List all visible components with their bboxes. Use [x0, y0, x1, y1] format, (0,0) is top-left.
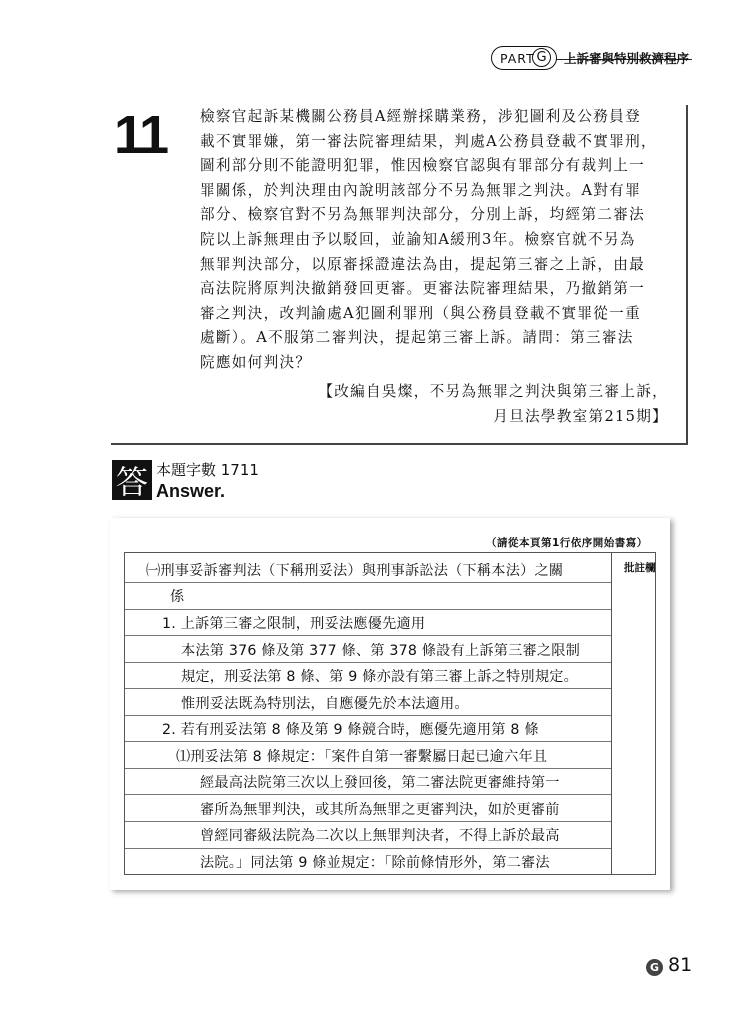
answer-line: 曾經同審級法院為二次以上無罪判決者，不得上訴於最高 [200, 828, 560, 844]
answer-line: 惟刑妥法既為特別法，自應優先於本法適用。 [181, 696, 469, 712]
grid-line [125, 794, 611, 795]
part-label: PART [500, 50, 535, 66]
word-count: 本題字數 1711 [156, 461, 259, 479]
question-frame-right [686, 105, 688, 445]
question-source [318, 379, 668, 429]
question-number: 11 [114, 105, 168, 165]
question-line: 無罪判決部分，以原審採證違法為由，提起第三審之上訴，由最 [200, 255, 646, 273]
chapter-title: 上訴審與特別救濟程序 [564, 51, 690, 66]
answer-mark: 答 [112, 460, 152, 500]
part-letter: G [532, 48, 551, 67]
page-part-badge: G [646, 959, 663, 976]
grid-line [125, 715, 611, 716]
grid-line [125, 848, 611, 849]
grid-line [125, 635, 611, 636]
answer-line: 經最高法院第三次以上發回後，第二審法院更審維持第一 [200, 775, 560, 791]
grid-line [125, 662, 611, 663]
question-line: 院應如何判決？ [200, 353, 312, 371]
grid-line [125, 821, 611, 822]
answer-title: Answer. [156, 481, 226, 501]
answer-line: 係 [170, 589, 185, 605]
note-column-divider [611, 553, 612, 874]
question-line: 部分、檢察官對不另為無罪判決部分，分別上訴，均經第二審法 [200, 206, 646, 224]
sheet-hint: （請從本頁第1行依序開始書寫） [486, 537, 648, 549]
grid-line [125, 768, 611, 769]
source-line: 【改編自吳燦，不另為無罪之判決與第三審上訴， [318, 383, 668, 400]
answer-line: 法院。」同法第 9 條並規定：「除前條情形外，第二審法 [200, 855, 550, 871]
question-line: 圖利部分則不能證明犯罪，惟因檢察官認與有罪部分有裁判上一 [200, 157, 646, 175]
question-line: 處斷）。A不服第二審判決，提起第三審上訴。請問：第三審法 [200, 329, 634, 347]
question-frame-bottom [111, 443, 688, 445]
grid-line [125, 741, 611, 742]
question-line: 檢察官起訴某機關公務員A經辦採購業務，涉犯圖利及公務員登 [200, 108, 641, 125]
answer-line: ㈠刑事妥訴審判法（下稱刑妥法）與刑事訴訟法（下稱本法）之關 [146, 563, 564, 579]
question-line: 載不實罪嫌，第一審法院審理結果，判處A公務員登載不實罪刑， [200, 132, 657, 150]
question-line: 罪關係，於判決理由內說明該部分不另為無罪之判決。A對有罪 [200, 181, 641, 199]
answer-line: 審所為無罪判決，或其所為無罪之更審判決，如於更審前 [200, 802, 560, 818]
answer-line: 2. 若有刑妥法第 8 條及第 9 條競合時，應優先適用第 8 條 [162, 722, 539, 738]
grid-line [125, 582, 611, 583]
answer-line: 規定，刑妥法第 8 條、第 9 條亦設有第三審上訴之特別規定。 [181, 669, 578, 685]
part-badge [491, 46, 557, 70]
grid-line [125, 609, 611, 610]
source-line: 月旦法學教室第215期】 [493, 408, 668, 425]
page-number: 81 [668, 954, 693, 976]
question-line: 高法院將原判決撤銷發回更審。更審法院審理結果，乃撤銷第一 [200, 280, 646, 298]
answer-line: 1. 上訴第三審之限制，刑妥法應優先適用 [162, 616, 426, 632]
note-column-label: 批註欄 [624, 562, 656, 574]
grid-line [125, 688, 611, 689]
question-line: 院以上訴無理由予以駁回，並諭知A緩刑3年。檢察官就不另為 [200, 230, 636, 248]
answer-line: ⑴刑妥法第 8 條規定：「案件自第一審繫屬日起已逾六年且 [176, 749, 548, 765]
question-line: 審之判決，改判諭處A犯圖利罪刑（與公務員登載不實罪從一重 [200, 304, 641, 322]
answer-line: 本法第 376 條及第 377 條、第 378 條設有上訴第三審之限制 [181, 643, 581, 659]
question-text [200, 105, 678, 376]
